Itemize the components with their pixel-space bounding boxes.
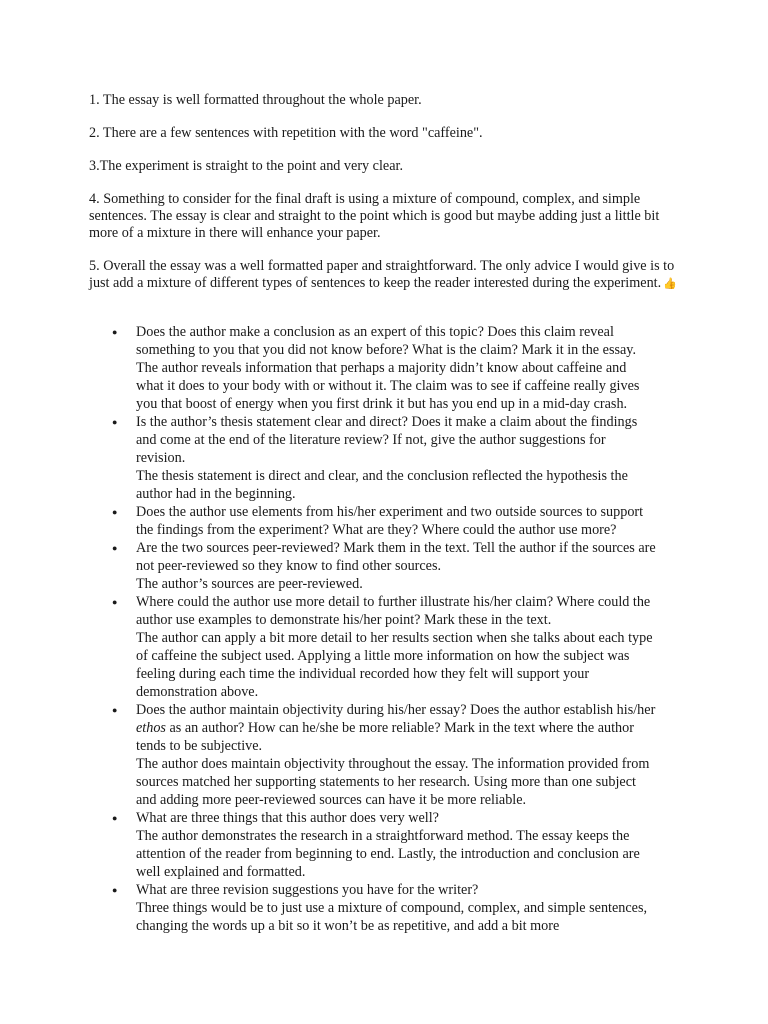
bullet-icon: ● (112, 543, 118, 553)
numbered-feedback-list (89, 92, 681, 309)
review-question: Are the two sources peer-reviewed? Mark them in the text. Tell the author if the sources are not peer-reviewed so they know to find other sources. (136, 540, 656, 574)
ethos-term: ethos (136, 720, 166, 736)
review-question: What are three things that this author does very well? (136, 810, 439, 826)
review-question (136, 701, 657, 755)
review-item (112, 881, 657, 935)
bullet-icon: ● (112, 597, 118, 607)
review-answer: The author reveals information that perhaps a majority didn’t know about caffeine and what it does to your body with or without it. The claim was to see if caffeine really gives you that boost of energy when you first drink it but has you end up in a mid-day crash. (136, 360, 640, 412)
review-answer: The thesis statement is direct and clear, and the conclusion reflected the hypothesis the author had in the beginning. (136, 468, 628, 502)
bullet-icon: ● (112, 705, 118, 715)
review-question: Is the author’s thesis statement clear and direct? Does it make a claim about the findings and come at the end of the literature review? If not, give the author suggestions for revision. (136, 414, 638, 466)
thumbs-up-icon: 👍 (663, 278, 677, 290)
review-question: Does the author make a conclusion as an expert of this topic? Does this claim reveal something to you that you did not know before? What is the claim? Mark it in the essay. (136, 324, 637, 358)
review-question-text: as an author? How can he/she be more reliable? Mark in the text where the author tends to be subjective. (136, 720, 634, 754)
review-question: What are three revision suggestions you have for the writer? (136, 882, 479, 898)
bullet-icon: ● (112, 885, 118, 895)
review-item (112, 701, 657, 809)
feedback-point-2: 2. There are a few sentences with repetition with the word "caffeine". (89, 125, 483, 141)
review-answer: The author can apply a bit more detail to her results section when she talks about each type of caffeine the subject used. Applying a little more information on how the subject was feeling during each time the individual recorded how they felt will support your demonstration above. (136, 630, 653, 700)
review-item (112, 593, 657, 701)
review-item (112, 809, 657, 881)
review-answer: Three things would be to just use a mixture of compound, complex, and simple sentences, changing the words up a bit so it won’t be as repetitive, and add a bit more (136, 900, 648, 934)
review-question-text: Does the author maintain objectivity during his/her essay? Does the author establish his/her (136, 702, 656, 718)
review-item (112, 413, 657, 503)
bullet-icon: ● (112, 507, 118, 517)
feedback-point-1: 1. The essay is well formatted throughout the whole paper. (89, 92, 422, 108)
review-item (112, 503, 657, 539)
review-answer: The author demonstrates the research in a straightforward method. The essay keeps the attention of the reader from beginning to end. Lastly, the introduction and conclusion are well explained and formatted. (136, 828, 640, 880)
feedback-point-5-text: 5. Overall the essay was a well formatted paper and straightforward. The only advice I would give is to just add a mixture of different types of sentences to keep the reader interested during the experiment. (89, 258, 675, 291)
review-item (112, 323, 657, 413)
feedback-point-5 (89, 258, 681, 293)
review-answer: The author does maintain objectivity throughout the essay. The information provided from sources matched her supporting statements to her research. Using more than one subject and adding more peer-reviewed sources can have it be more reliable. (136, 756, 650, 808)
peer-review-question-list (112, 323, 657, 935)
bullet-icon: ● (112, 813, 118, 823)
feedback-point-3: 3.The experiment is straight to the point and very clear. (89, 158, 404, 174)
bullet-icon: ● (112, 327, 118, 337)
bullet-icon: ● (112, 417, 118, 427)
review-question: Does the author use elements from his/her experiment and two outside sources to support the findings from the experiment? What are they? Where could the author use more? (136, 504, 644, 538)
feedback-point-4: 4. Something to consider for the final draft is using a mixture of compound, complex, and simple sentences. The essay is clear and straight to the point which is good but maybe adding just a little bit more of a mixture in there will enhance your paper. (89, 191, 660, 241)
review-item (112, 539, 657, 593)
review-answer: The author’s sources are peer-reviewed. (136, 576, 363, 592)
review-question: Where could the author use more detail to further illustrate his/her claim? Where could the author use examples to demonstrate his/her point? Mark these in the text. (136, 594, 651, 628)
